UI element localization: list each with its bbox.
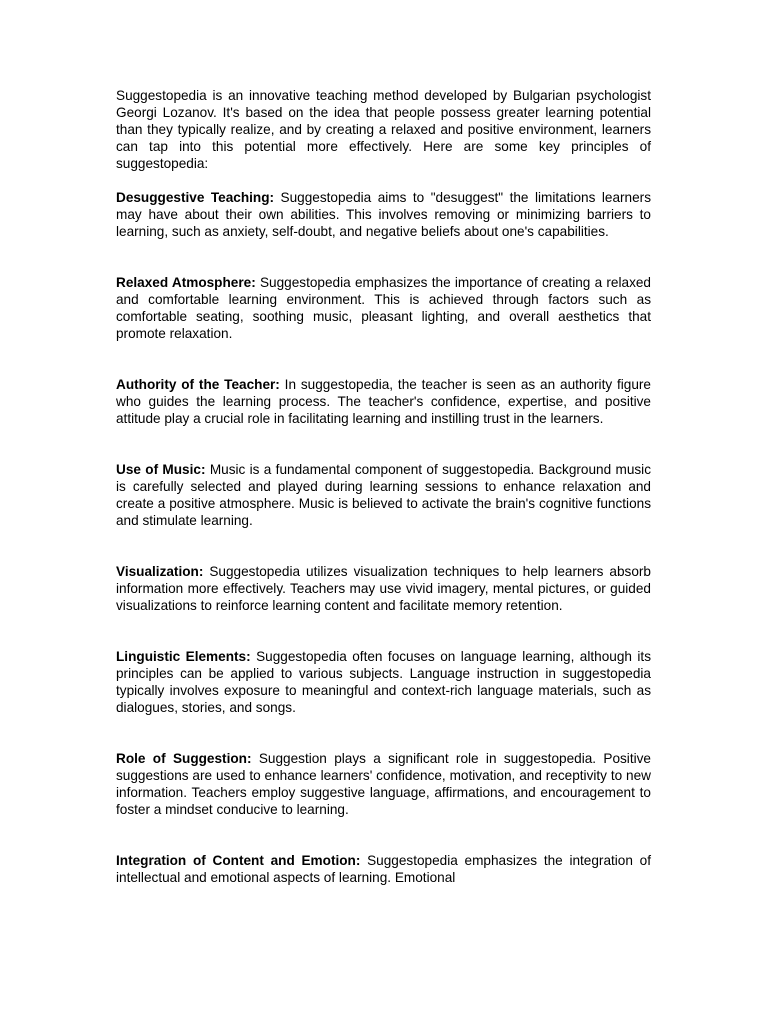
section-term: Visualization: xyxy=(116,564,204,579)
document-body xyxy=(116,87,651,886)
section-relaxed-atmosphere xyxy=(116,274,651,342)
section-role-of-suggestion xyxy=(116,750,651,818)
section-term: Authority of the Teacher: xyxy=(116,377,280,392)
section-linguistic-elements xyxy=(116,648,651,716)
section-desuggestive-teaching xyxy=(116,189,651,240)
section-term: Relaxed Atmosphere: xyxy=(116,275,256,290)
section-text: Suggestopedia utilizes visualization techniques to help learners absorb information more effectively. Teachers may use vivid imagery, mental pictures, or guided visualizations to reinforce learning content and facilitate memory retention. xyxy=(116,564,651,613)
section-text: In suggestopedia, the teacher is seen as an authority figure who guides the learning process. The teacher's confidence, expertise, and positive attitude play a crucial role in facilitating learning and instilling trust in the learners. xyxy=(116,377,651,426)
section-text: Suggestopedia emphasizes the importance of creating a relaxed and comfortable learning environment. This is achieved through factors such as comfortable seating, soothing music, pleasant lighting, and overall aesthetics that promote relaxation. xyxy=(116,275,651,341)
section-term: Desuggestive Teaching: xyxy=(116,190,275,205)
section-term: Integration of Content and Emotion: xyxy=(116,853,361,868)
section-term: Linguistic Elements: xyxy=(116,649,251,664)
section-text: Suggestopedia emphasizes the integration of intellectual and emotional aspects of learning. Emotional xyxy=(116,853,651,885)
intro-paragraph: Suggestopedia is an innovative teaching method developed by Bulgarian psychologist Georgi Lozanov. It's based on the idea that people possess greater learning potential than they typically realize, and by creating a relaxed and positive environment, learners can tap into this potential more effectively. Here are some key principles of suggestopedia: xyxy=(116,88,651,171)
section-term: Role of Suggestion: xyxy=(116,751,252,766)
section-text: Suggestopedia aims to "desuggest" the limitations learners may have about their own abilities. This involves removing or minimizing barriers to learning, such as anxiety, self-doubt, and negative beliefs about one's capabilities. xyxy=(116,190,651,239)
section-text: Suggestion plays a significant role in suggestopedia. Positive suggestions are used to enhance learners' confidence, motivation, and receptivity to new information. Teachers employ suggestive language, affirmations, and encouragement to foster a mindset conducive to learning. xyxy=(116,751,651,817)
section-text: Music is a fundamental component of suggestopedia. Background music is carefully selected and played during learning sessions to enhance relaxation and create a positive atmosphere. Music is believed to activate the brain's cognitive functions and stimulate learning. xyxy=(116,462,651,528)
section-use-of-music xyxy=(116,461,651,529)
section-integration-content-emotion xyxy=(116,852,651,886)
section-term: Use of Music: xyxy=(116,462,206,477)
section-authority-of-teacher xyxy=(116,376,651,427)
section-visualization xyxy=(116,563,651,614)
section-text: Suggestopedia often focuses on language learning, although its principles can be applied to various subjects. Language instruction in suggestopedia typically involves exposure to meaningful and context-rich language materials, such as dialogues, stories, and songs. xyxy=(116,649,651,715)
